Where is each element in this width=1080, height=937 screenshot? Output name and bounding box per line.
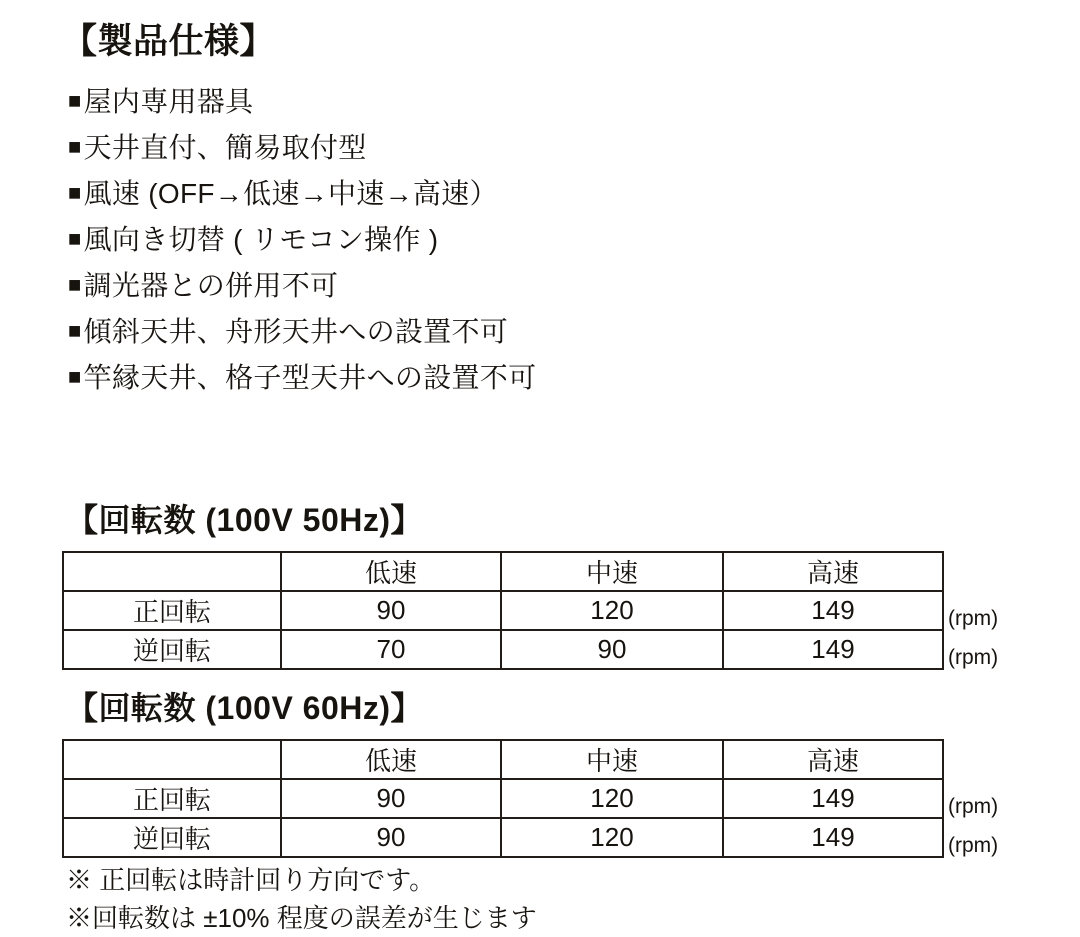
square-bullet-icon: ■ [68, 318, 82, 343]
unit-label: (rpm) [948, 795, 999, 818]
table-header-row [63, 552, 943, 591]
unit-label: (rpm) [948, 834, 999, 857]
spec-section-heading: 【製品仕様】 [62, 22, 276, 61]
unit-label: (rpm) [948, 607, 999, 630]
table-row [63, 630, 943, 669]
table-cell: 90 [281, 818, 501, 857]
table-row [63, 779, 943, 818]
rpm-60hz-block [62, 683, 1002, 858]
note-text: ※ 正回転は時計回り方向です。 [66, 865, 436, 895]
notes-block [66, 861, 537, 937]
table-cell: 90 [281, 591, 501, 630]
list-item-label: 風向き切替 ( リモコン操作 ) [83, 224, 439, 255]
list-item-label: 傾斜天井、舟形天井への設置不可 [83, 316, 509, 347]
list-item-label: 風速 (OFF→低速→中速→高速） [83, 178, 498, 209]
table-cell: 149 [723, 779, 943, 818]
table-cell: 149 [723, 630, 943, 669]
list-item [68, 308, 968, 354]
table-header-cell: 高速 [723, 740, 943, 779]
rpm-50hz-block [62, 495, 1002, 670]
table-cell: 70 [281, 630, 501, 669]
unit-label: (rpm) [948, 646, 999, 669]
note-text: ※回転数は ±10% 程度の誤差が生じます [66, 903, 537, 933]
rpm-50hz-heading: 【回転数 (100V 50Hz)】 [66, 502, 424, 538]
list-item-label: 天井直付、簡易取付型 [83, 132, 367, 163]
rpm-50hz-table [62, 551, 944, 670]
square-bullet-icon: ■ [68, 134, 82, 159]
table-header-cell: 高速 [723, 552, 943, 591]
table-cell: 120 [501, 591, 723, 630]
row-label: 正回転 [63, 591, 281, 630]
rpm-60hz-table [62, 739, 944, 858]
rpm-50hz-table-wrap [62, 551, 1002, 670]
list-item [68, 124, 968, 170]
list-item-label: 調光器との併用不可 [83, 270, 339, 301]
table-row [63, 591, 943, 630]
square-bullet-icon: ■ [68, 226, 82, 251]
table-header-cell: 低速 [281, 740, 501, 779]
rpm-60hz-table-wrap [62, 739, 1002, 858]
list-item [68, 262, 968, 308]
table-cell: 90 [501, 630, 723, 669]
list-item [68, 78, 968, 124]
table-cell: 90 [281, 779, 501, 818]
list-item [68, 170, 968, 216]
row-label: 逆回転 [63, 818, 281, 857]
list-item [68, 216, 968, 262]
table-cell: 149 [723, 818, 943, 857]
table-header-row [63, 740, 943, 779]
table-header-cell: 低速 [281, 552, 501, 591]
square-bullet-icon: ■ [68, 364, 82, 389]
table-row [63, 818, 943, 857]
square-bullet-icon: ■ [68, 88, 82, 113]
row-label: 逆回転 [63, 630, 281, 669]
table-cell: 120 [501, 818, 723, 857]
spec-list [68, 78, 968, 400]
square-bullet-icon: ■ [68, 180, 82, 205]
list-item [68, 354, 968, 400]
row-label: 正回転 [63, 779, 281, 818]
list-item-label: 屋内専用器具 [83, 86, 254, 117]
table-header-cell [63, 552, 281, 591]
table-cell: 149 [723, 591, 943, 630]
table-header-cell: 中速 [501, 740, 723, 779]
table-header-cell: 中速 [501, 552, 723, 591]
rpm-60hz-heading: 【回転数 (100V 60Hz)】 [66, 690, 424, 726]
table-header-cell [63, 740, 281, 779]
list-item-label: 竿縁天井、格子型天井への設置不可 [83, 362, 537, 393]
square-bullet-icon: ■ [68, 272, 82, 297]
table-cell: 120 [501, 779, 723, 818]
